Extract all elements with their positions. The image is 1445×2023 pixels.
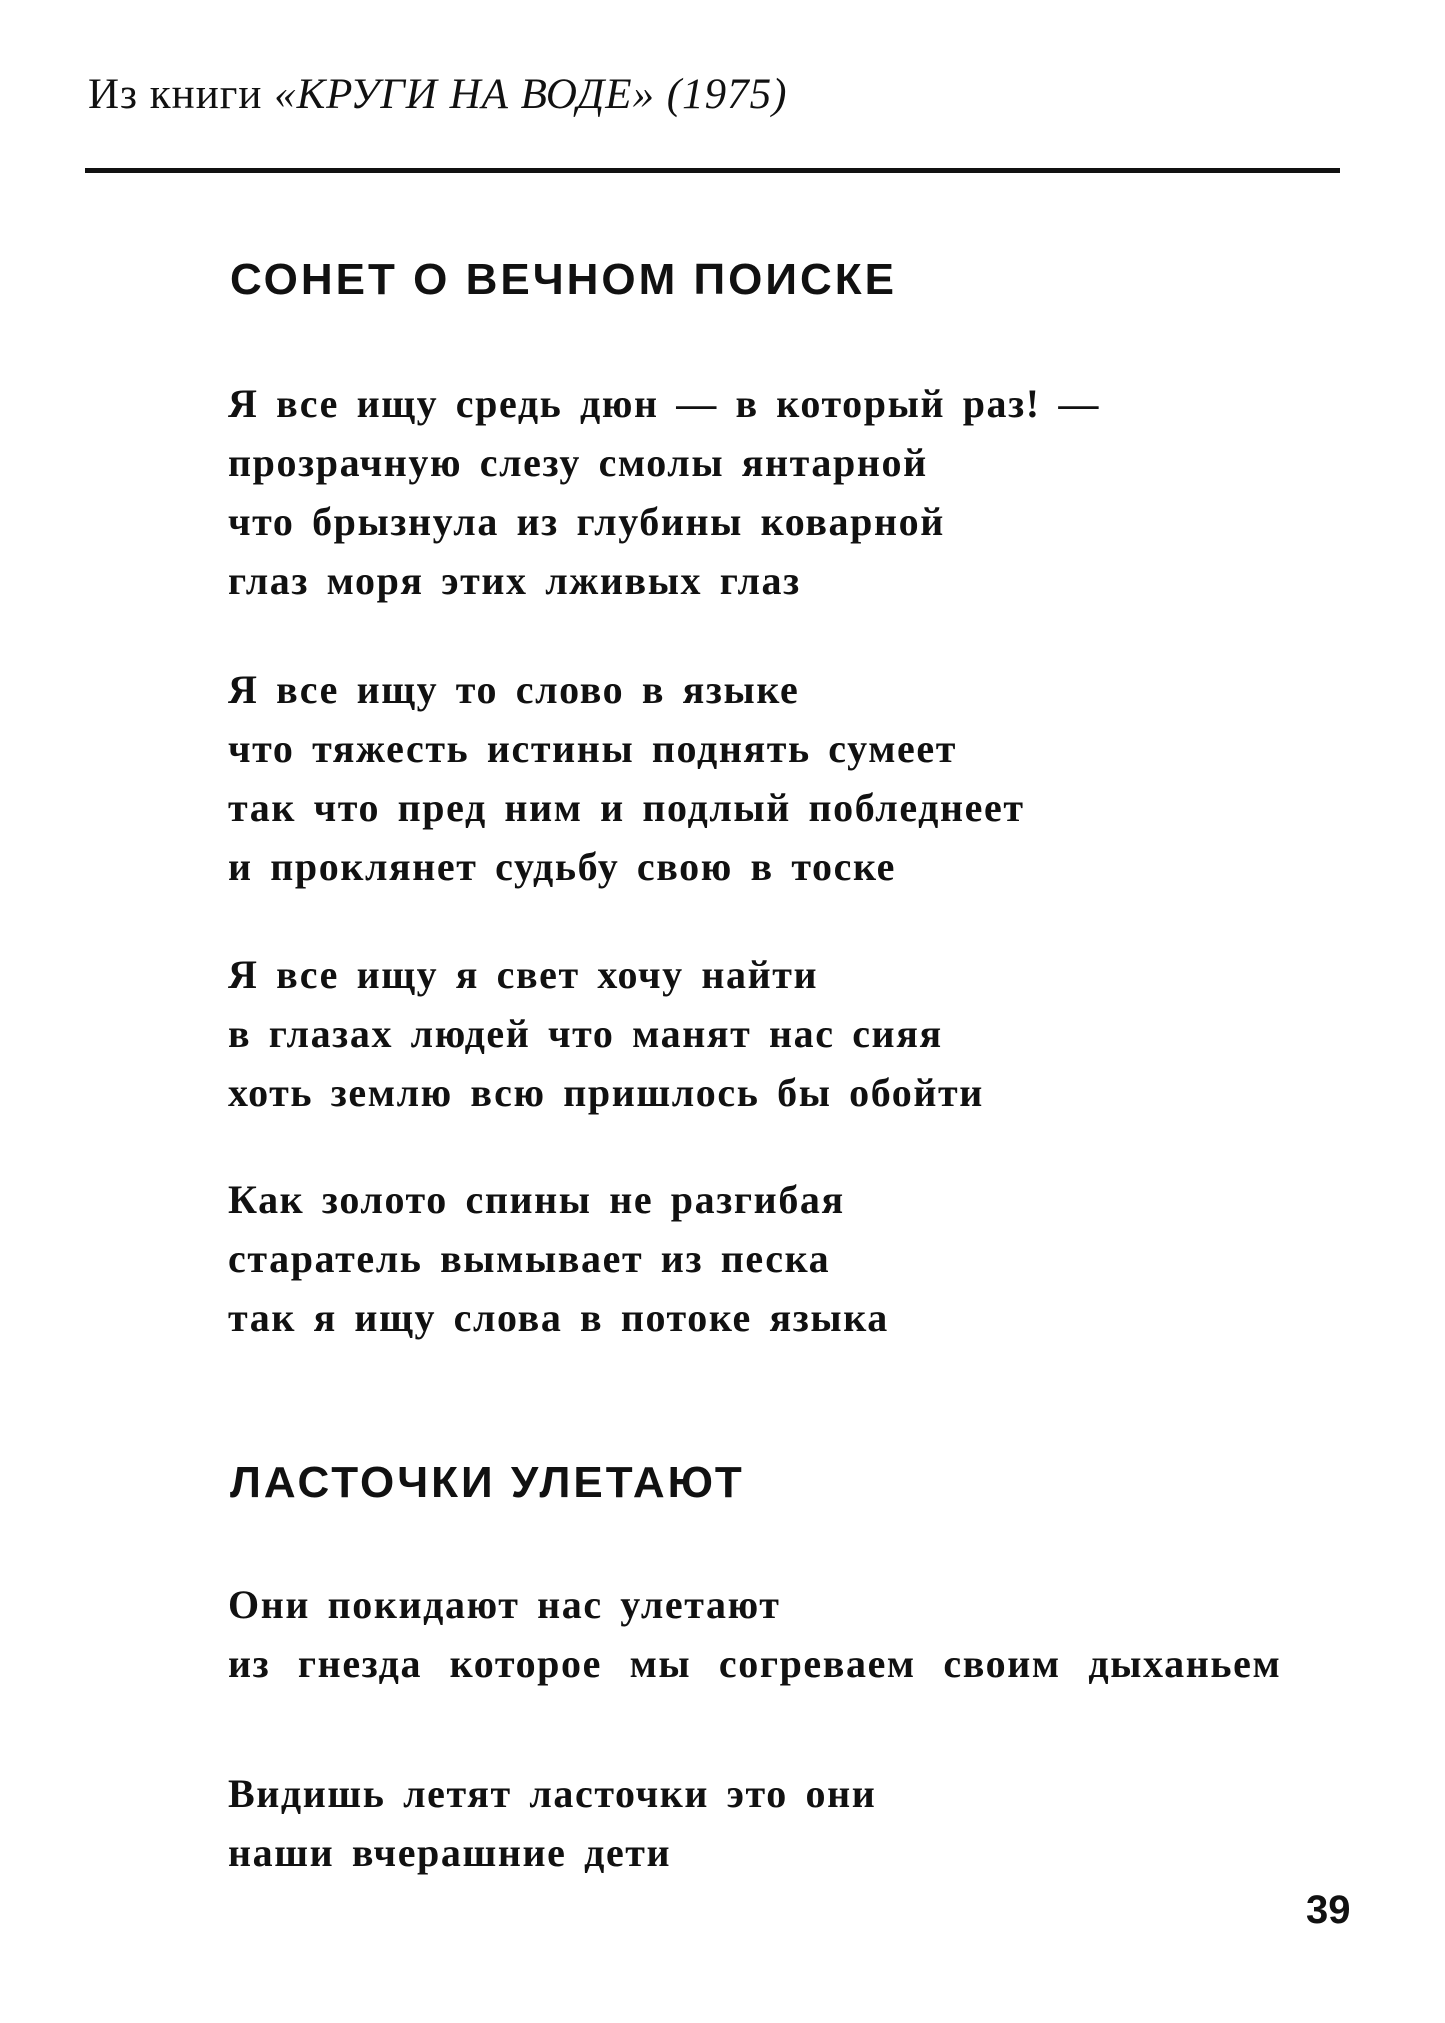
poem-line: так что пред ним и подлый побледнеет [228,785,1025,830]
poem-title: ЛАСТОЧКИ УЛЕТАЮТ [230,1458,745,1507]
poem-line: Как золото спины не разгибая [228,1177,845,1222]
poem-line: наши вчерашние дети [228,1830,672,1875]
stanza [228,1170,889,1347]
running-head [88,70,787,119]
stanza [228,945,984,1122]
running-head-year: (1975) [666,71,788,118]
poem-line: из гнезда которое мы согреваем своим дыханьем [228,1641,1282,1686]
poem-line: Видишь летят ласточки это они [228,1771,877,1816]
header-rule [85,168,1340,173]
stanza [228,1575,1281,1693]
poem-line: Я все ищу средь дюн — в который раз! — [228,381,1100,426]
stanza [228,1764,876,1882]
stanza [228,374,1100,610]
poem-line: Они покидают нас улетают [228,1582,781,1627]
poem-line: хоть землю всю пришлось бы обойти [228,1070,984,1115]
poem-line: Я все ищу я свет хочу найти [228,952,819,997]
poem-line: что тяжесть истины поднять сумеет [228,726,958,771]
poem-line: так я ищу слова в потоке языка [228,1295,889,1340]
running-head-book-title: «КРУГИ НА ВОДЕ» [274,71,656,118]
poem-line: прозрачную слезу смолы янтарной [228,440,928,485]
page-number: 39 [1306,1888,1351,1932]
running-head-prefix: Из книги [88,71,263,118]
poem-line: Я все ищу то слово в языке [228,667,800,712]
stanza [228,660,1025,896]
poem-line: что брызнула из глубины коварной [228,499,945,544]
poem-line: и проклянет судьбу свою в тоске [228,844,897,889]
poem-title: СОНЕТ О ВЕЧНОМ ПОИСКЕ [230,255,897,304]
poem-line: старатель вымывает из песка [228,1236,831,1281]
poem-line: глаз моря этих лживых глаз [228,558,801,603]
poem-line: в глазах людей что манят нас сияя [228,1011,943,1056]
